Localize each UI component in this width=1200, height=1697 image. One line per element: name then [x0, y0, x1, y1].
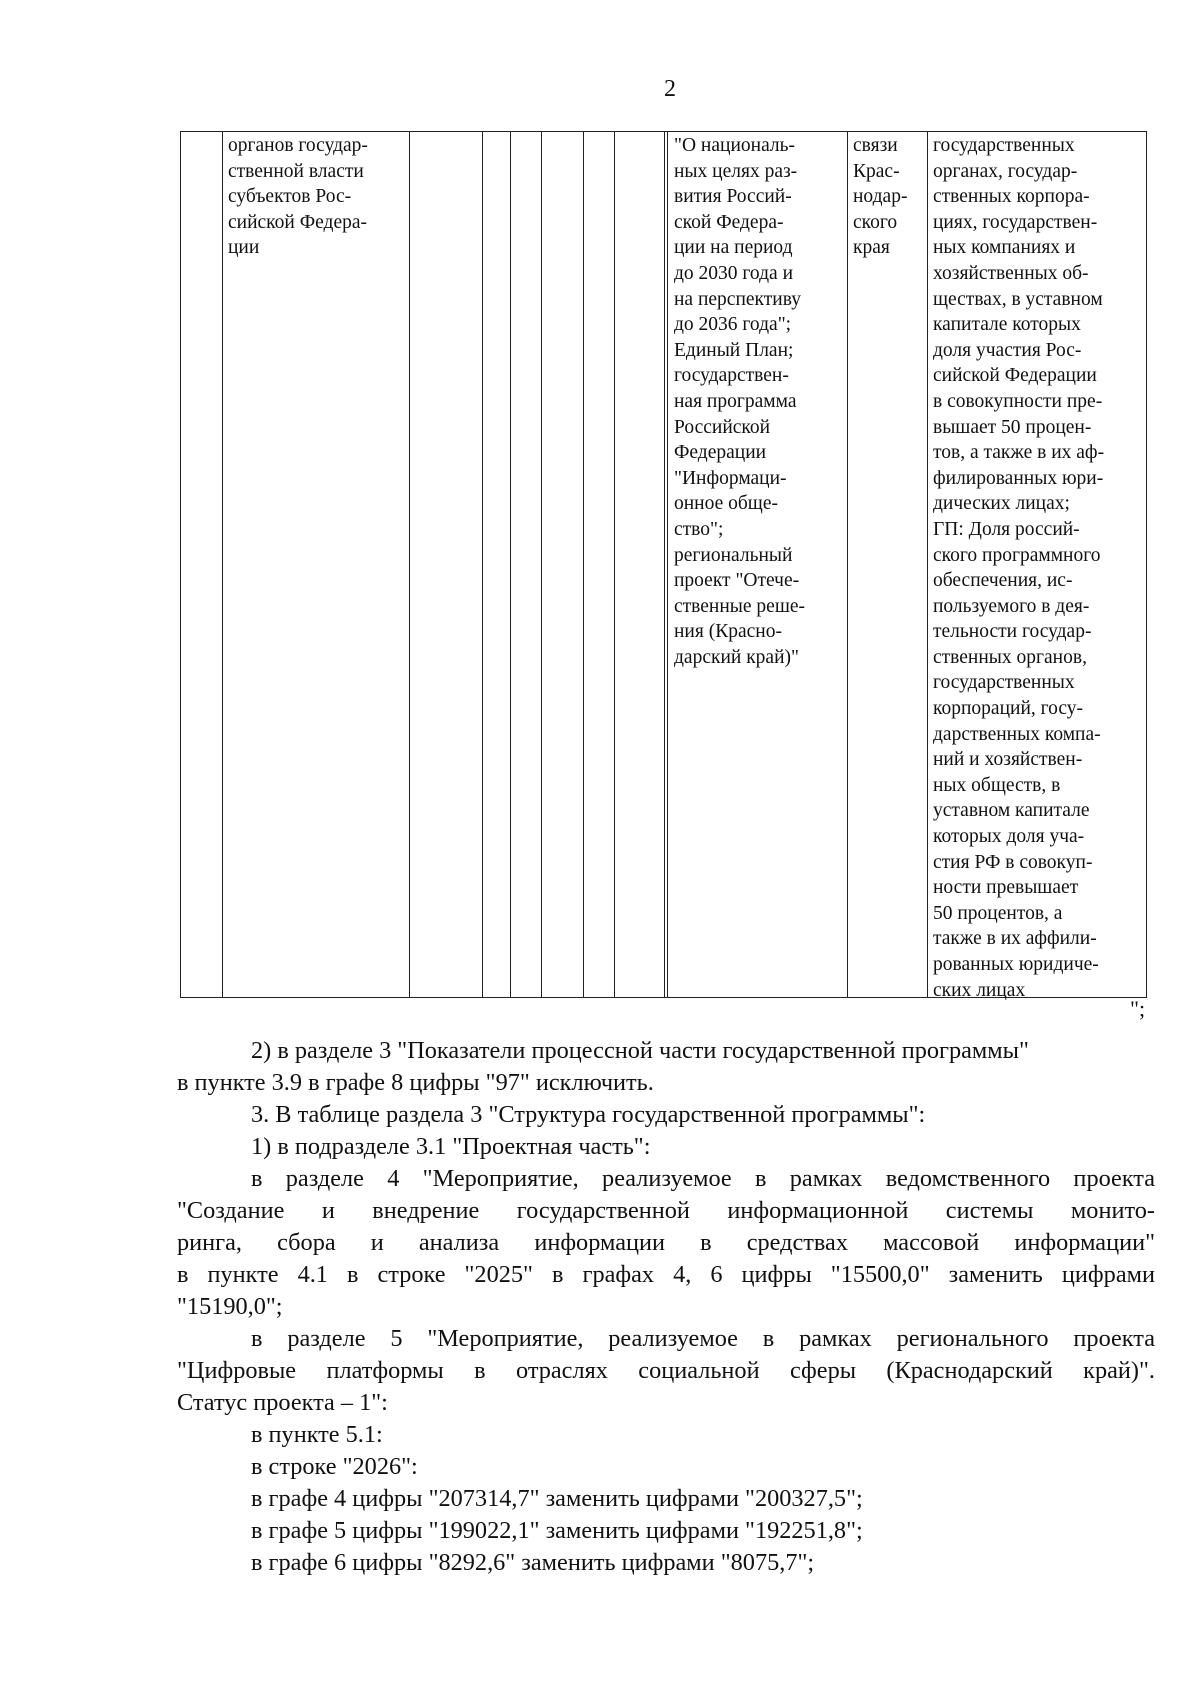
table-col-border — [1146, 131, 1147, 998]
text-line: в пункте 4.1 в строке "2025" в графах 4, 6 цифры "15500,0" заменить цифрами — [177, 1261, 1155, 1288]
text-line: 3. В таблице раздела 3 "Структура государственной программы": — [251, 1101, 926, 1128]
text-line: "Создание и внедрение государственной информационной системы монито- — [177, 1197, 1155, 1224]
table-col-border — [541, 131, 542, 998]
table-col-border — [667, 131, 668, 998]
text-line: Статус проекта – 1": — [177, 1389, 388, 1416]
table-closing-quote: "; — [1130, 996, 1146, 1021]
table-col-border — [927, 131, 928, 998]
text-line: в пункте 5.1: — [251, 1421, 383, 1448]
text-line: в разделе 5 "Мероприятие, реализуемое в рамках регионального проекта — [251, 1325, 1155, 1352]
table-col-border — [409, 131, 410, 998]
table-col-border — [222, 131, 223, 998]
text-line: "Цифровые платформы в отраслях социальной сферы (Краснодарский край)". — [177, 1357, 1155, 1384]
text-line: в пункте 3.9 в графе 8 цифры "97" исключить. — [177, 1069, 654, 1096]
table-cell-basis: "О националь- ных целях раз- вития Россий- ской Федера- ции на период до 2030 года и на перспективу до 2036 года"; Единый План; государствен- ная программа Российской Федерации "Информаци- онное обще- ство"; региональный проект "Отече- ственные реше- ния (Красно- дарский край)" — [674, 135, 805, 668]
text-line: в графе 6 цифры "8292,6" заменить цифрами "8075,7"; — [251, 1549, 815, 1576]
table-col-border — [510, 131, 511, 998]
text-line: 1) в подразделе 3.1 "Проектная часть": — [251, 1133, 651, 1160]
text-line: в графе 4 цифры "207314,7" заменить цифрами "200327,5"; — [251, 1485, 863, 1512]
text-line: в строке "2026": — [251, 1453, 418, 1480]
text-line: ринга, сбора и анализа информации в средствах массовой информации" — [177, 1229, 1155, 1256]
page-number: 2 — [664, 76, 676, 102]
amendment-text — [177, 1035, 1155, 1579]
table-cell-name: органов государ- ственной власти субъектов Рос- сийской Федера- ции — [228, 135, 368, 259]
table-col-border — [847, 131, 848, 998]
table-col-border — [180, 131, 181, 998]
table-cell-organization: связи Крас- нодар- ского края — [853, 135, 908, 259]
table-col-border — [614, 131, 615, 998]
table-cell-linked-indicator: государственных органах, государ- ственных корпора- циях, государствен- ных компаниях и хозяйственных об- ществах, в уставном капитале которых доля участия Рос- сийской Федерации в совокупности пре- вышает 50 процен- тов, а также в их аф- филированных юри- дических лицах; ГП: Доля россий- ского программного обеспечения, ис- пользуемого в дея- тельности государ- ственных органов, государственных корпораций, госу- дарственных компа- ний и хозяйствен- ных обществ, в уставном капитале которых доля уча- стия РФ в совокуп- ности превышает 50 процентов, а также в их аффили- рованных юридиче- ских лицах — [933, 135, 1105, 1001]
indicator-table — [180, 131, 1147, 1001]
text-line: "15190,0"; — [177, 1293, 283, 1320]
table-col-border — [583, 131, 584, 998]
text-line: 2) в разделе 3 "Показатели процессной части государственной программы" — [251, 1037, 1029, 1064]
text-line: в графе 5 цифры "199022,1" заменить цифрами "192251,8"; — [251, 1517, 863, 1544]
text-line: в разделе 4 "Мероприятие, реализуемое в рамках ведомственного проекта — [251, 1165, 1155, 1192]
table-col-border — [482, 131, 483, 998]
table-col-border — [664, 131, 665, 998]
